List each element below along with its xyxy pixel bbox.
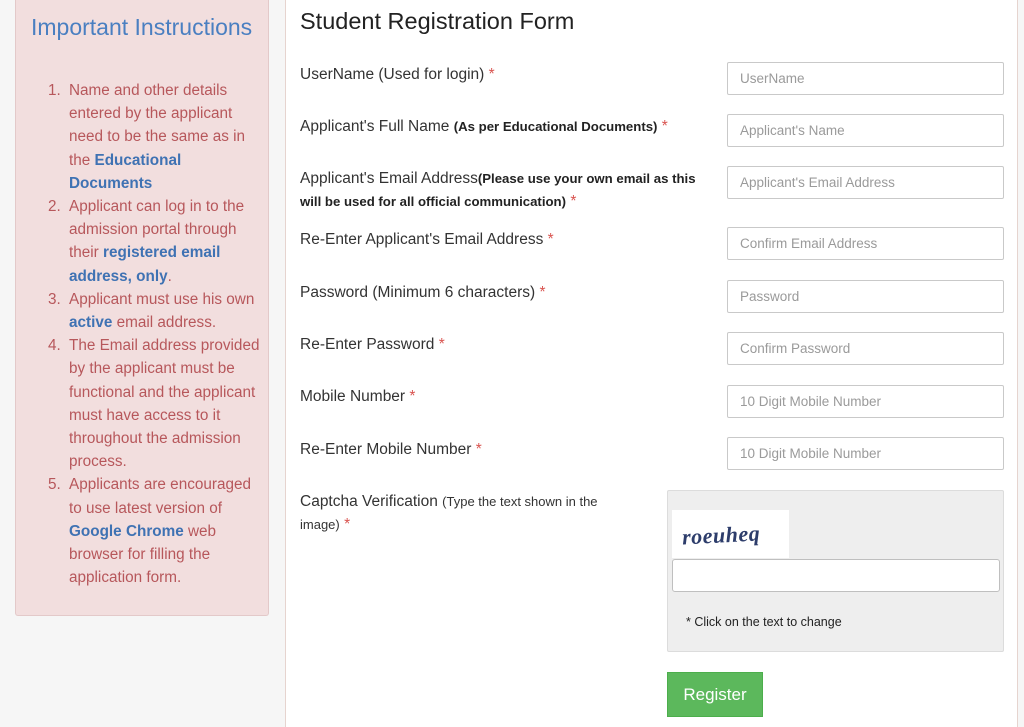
instruction-item: 4. The Email address provided by the applicant must be functional and the applicant must have access to it throughout the admission process.	[48, 337, 260, 471]
email-confirm-input[interactable]	[727, 227, 1004, 260]
captcha-hint: * Click on the text to change	[686, 615, 842, 629]
captcha-label: Captcha Verification (Type the text shown in the image) *	[300, 493, 598, 533]
password-confirm-input[interactable]	[727, 332, 1004, 365]
instruction-item: 1. Name and other details entered by the applicant need to be the same as in the Educational Documents	[48, 82, 246, 192]
email-label: Applicant's Email Address(Please use your own email as this will be used for all official communication) *	[300, 170, 696, 210]
instructions-panel	[15, 0, 269, 616]
mobile-input[interactable]	[727, 385, 1004, 418]
password-label: Password (Minimum 6 characters) *	[300, 284, 546, 301]
required-mark: *	[488, 66, 495, 83]
captcha-input[interactable]	[672, 559, 1000, 592]
instructions-list	[48, 79, 264, 589]
required-mark: *	[475, 441, 482, 458]
mobile-confirm-label: Re-Enter Mobile Number *	[300, 441, 482, 458]
fullname-label: Applicant's Full Name (As per Educational Documents) *	[300, 118, 668, 135]
required-mark: *	[438, 336, 445, 353]
username-input[interactable]	[727, 62, 1004, 95]
register-button[interactable]: Register	[667, 672, 763, 717]
required-mark: *	[539, 284, 546, 301]
required-mark: *	[570, 193, 577, 210]
instruction-item: 5. Applicants are encouraged to use latest version of Google Chrome web browser for filling the application form.	[48, 476, 251, 587]
mobile-confirm-input[interactable]	[727, 437, 1004, 470]
captcha-box	[667, 490, 1004, 652]
instructions-title: Important Instructions	[31, 14, 253, 40]
fullname-input[interactable]	[727, 114, 1004, 147]
form-title: Student Registration Form	[300, 8, 575, 34]
instruction-item: 3. Applicant must use his own active email address.	[48, 290, 255, 332]
mobile-label: Mobile Number *	[300, 388, 416, 405]
email-confirm-label: Re-Enter Applicant's Email Address *	[300, 231, 554, 248]
username-label: UserName (Used for login) *	[300, 66, 495, 83]
required-mark: *	[409, 388, 416, 405]
required-mark: *	[344, 516, 351, 533]
password-input[interactable]	[727, 280, 1004, 313]
captcha-text: roeuheq	[681, 520, 761, 550]
email-input[interactable]	[727, 166, 1004, 199]
password-confirm-label: Re-Enter Password *	[300, 336, 445, 353]
registration-form	[285, 0, 1018, 727]
instruction-item: 2. Applicant can log in to the admission portal through their registered email address, only.	[48, 198, 245, 285]
required-mark: *	[547, 231, 554, 248]
captcha-image[interactable]	[672, 510, 789, 558]
required-mark: *	[661, 118, 668, 135]
